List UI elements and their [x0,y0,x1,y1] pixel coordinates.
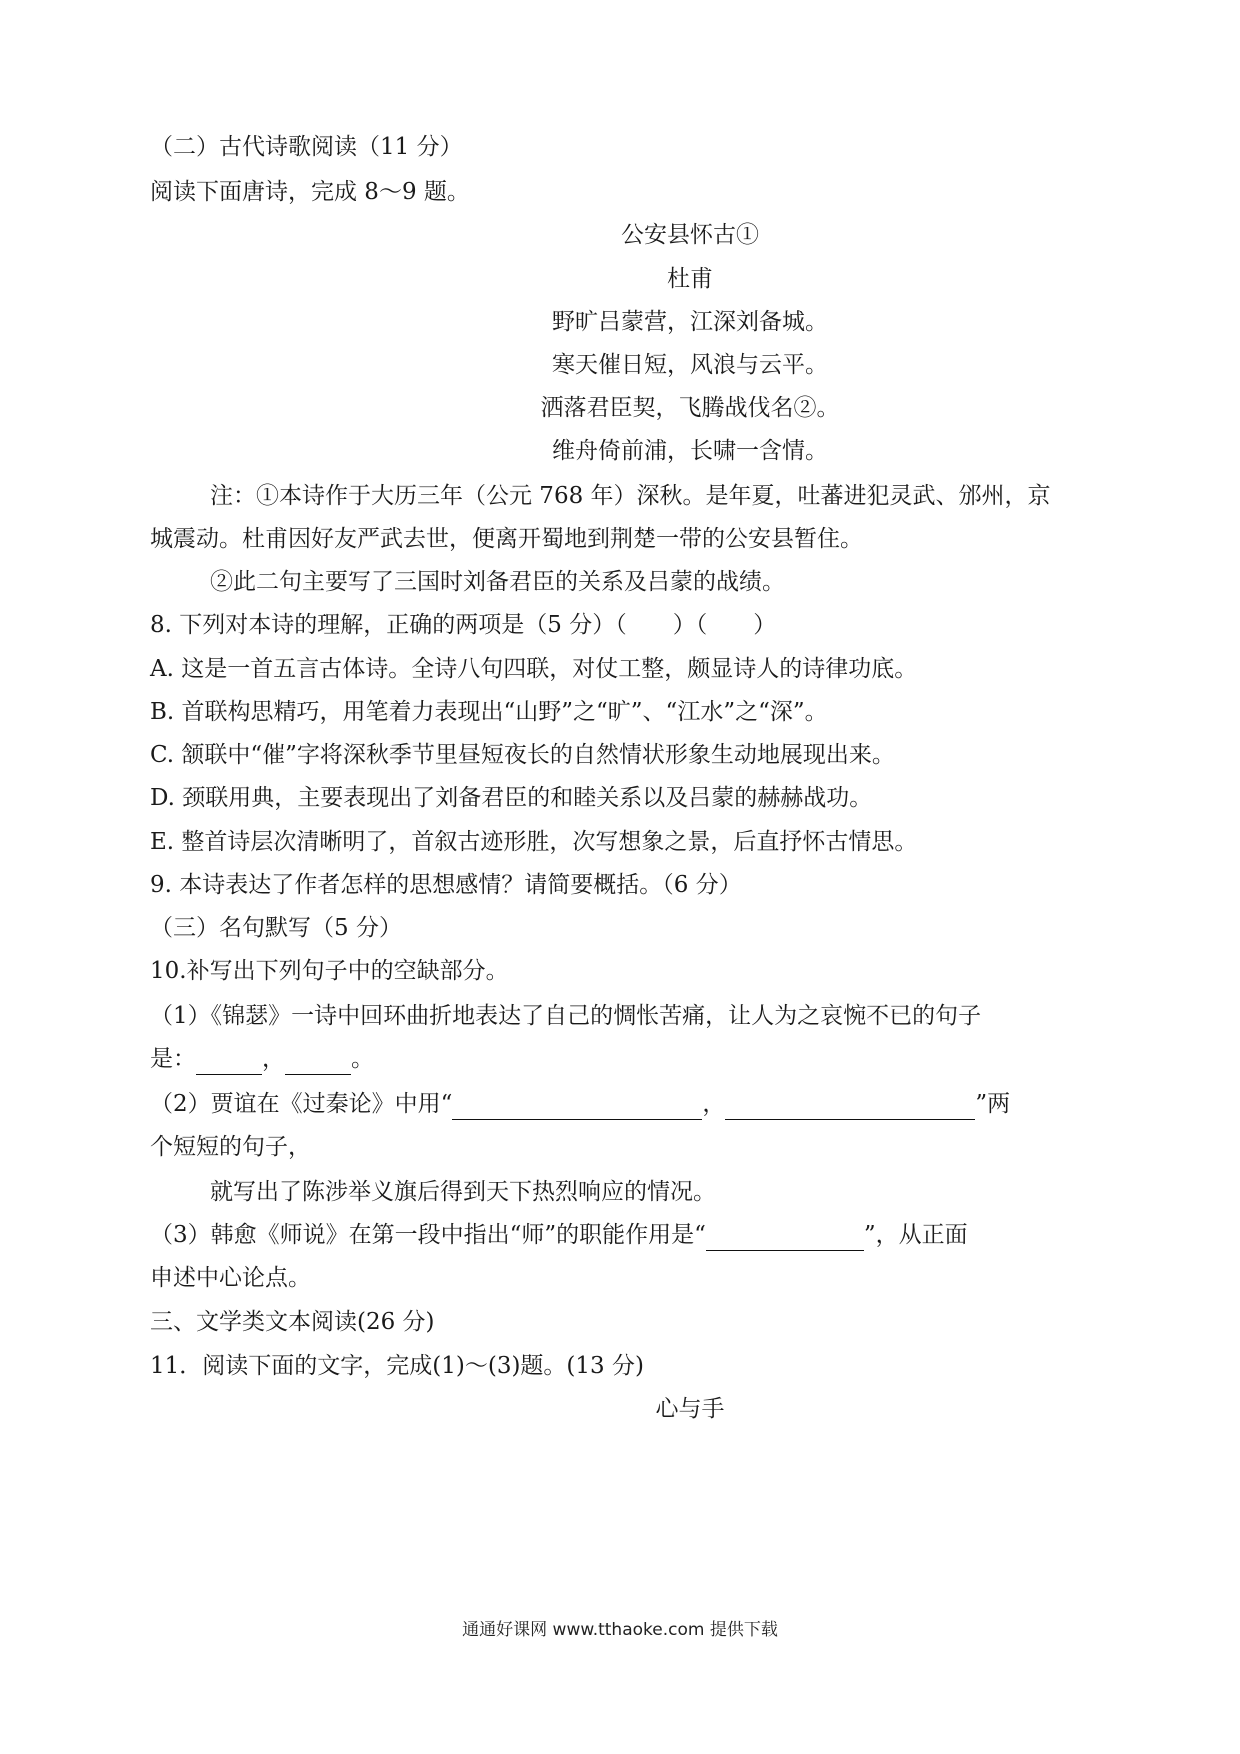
note-1-line-1: 注：①本诗作于大历三年（公元 768 年）深秋。是年夏，吐蕃进犯灵武、邠州，京 [210,483,1051,509]
question-10-2-line-2: 个短短的句子， [150,1134,311,1160]
part3-heading: 三、文学类文本阅读(26 分) [150,1309,435,1335]
answer-blank[interactable] [196,1052,262,1075]
question-10-3-line-1 [150,1219,1100,1251]
poem-title: 公安县怀古① [621,222,759,248]
question-9: 9. 本诗表达了作者怎样的思想感情？请简要概括。（6 分） [150,872,742,898]
q10-3-prefix: （3）韩愈《师说》在第一段中指出“师”的职能作用是“ [150,1222,706,1248]
q10-1-sep: ， [262,1046,285,1072]
poem-line: 寒天催日短，风浪与云平。 [552,352,828,378]
poem-line: 维舟倚前浦，长啸一含情。 [552,438,828,464]
answer-blank[interactable] [285,1052,351,1075]
option-a: A. 这是一首五言古体诗。全诗八句四联，对仗工整，颇显诗人的诗律功底。 [150,656,918,682]
q10-2-sep: ， [702,1091,726,1117]
story-title: 心与手 [655,1396,725,1422]
section3-heading: （三）名句默写（5 分） [150,915,402,941]
question-8-stem: 8. 下列对本诗的理解，正确的两项是（5 分）（ ）（ ） [150,612,777,638]
page-footer: 通通好课网 www.tthaoke.com 提供下载 [462,1620,778,1640]
question-10-stem: 10.补写出下列句子中的空缺部分。 [150,958,509,984]
option-d: D. 颈联用典，主要表现出了刘备君臣的和睦关系以及吕蒙的赫赫战功。 [150,785,873,811]
poem-line: 洒落君臣契，飞腾战伐名②。 [540,395,840,421]
question-10-2-line-1 [150,1088,1100,1120]
answer-blank[interactable] [706,1228,864,1251]
q10-2-prefix: （2）贾谊在《过秦论》中用“ [150,1091,453,1117]
option-b: B. 首联构思精巧，用笔着力表现出“山野”之“旷”、“江水”之“深”。 [150,699,828,725]
option-c: C. 颔联中“催”字将深秋季节里昼短夜长的自然情状形象生动地展现出来。 [150,742,895,768]
answer-blank[interactable] [452,1097,702,1120]
answer-blank[interactable] [725,1097,975,1120]
q10-1-end: 。 [351,1046,374,1072]
q10-1-prefix: 是： [150,1046,196,1072]
note-2: ②此二句主要写了三国时刘备君臣的关系及吕蒙的战绩。 [210,569,785,595]
question-10-1-line-1: （1）《锦瑟》一诗中回环曲折地表达了自己的惆怅苦痛，让人为之哀惋不已的句子 [150,1003,982,1029]
q10-2-suffix: ”两 [975,1091,1011,1117]
question-10-2-line-3: 就写出了陈涉举义旗后得到天下热烈响应的情况。 [210,1179,716,1205]
poem-line: 野旷吕蒙营，江深刘备城。 [552,309,828,335]
question-10-1-line-2 [150,1043,1100,1075]
section2-heading: （二）古代诗歌阅读（11 分） [150,134,463,160]
q10-3-suffix: ”，从正面 [863,1222,968,1248]
poem-author: 杜甫 [667,266,713,292]
option-e: E. 整首诗层次清晰明了，首叙古迹形胜，次写想象之景，后直抒怀古情思。 [150,829,918,855]
note-1-line-2: 城震动。杜甫因好友严武去世，便离开蜀地到荆楚一带的公安县暂住。 [150,526,863,552]
question-10-3-line-2: 申述中心论点。 [150,1265,311,1291]
question-11-stem: 11．阅读下面的文字，完成(1)～(3)题。(13 分) [150,1353,644,1379]
section2-instruction: 阅读下面唐诗，完成 8～9 题。 [150,179,470,205]
